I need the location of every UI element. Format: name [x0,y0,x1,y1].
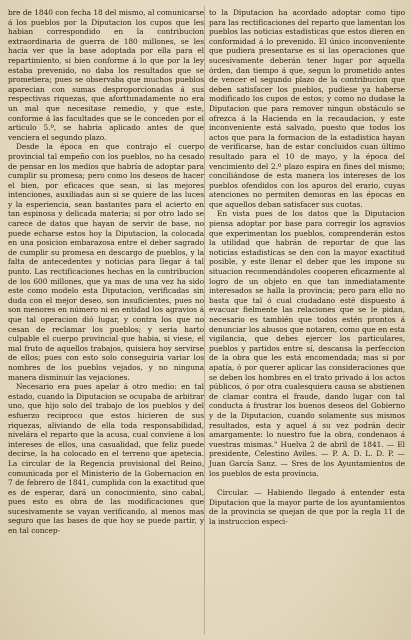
right-paragraph-2: En vista pues de los datos que la Diputacion piensa adoptar por base para corregir los agravios que experimentan los pueblos, comprenderán estos la utilidad que habrán de reportar de que las noticias estadisticas se den con la mayor exactitud posible, y este llenar el deber que les impone su situacion recomendándoles cooperen eficazmente al logro de un objeto en que tan inmediatamente interesados se halla la provincia; pero para ello no basta que tal ó cual ciudadano esté dispuesto á evacuar fielmente las relaciones que se le pidan, necesario es también que todos estén prontos á denunciar los abusos que notaren, como que en esta vigilancia, que debes ejercer los particulares, pueblos y partidos entre sí, descansa la perfeccion de la obra que les está encomendada; mas si por apatía, ó por querer aplicar las consideraciones que se deben los hombres en el trato privado á los actos públicos, ó por otra cualesquiera causa se abstienen de clamar contra el fraude, dando lugar con tal conducta á frustrar los buenos deseos del Gobierno y de la Diputacion, cuando solamente sus mismos resultados, esta y aquel á su vez podrán decir amargamente: lo nuestro fue la obra, condenaos á vuestras mismas." Huelva 2 de abril de 1841. — El presidente, Celestino Aviles. — P. A. D. L. D. P. — Juan García Sanz. — Sres de los Ayuntamientos de los pueblos de esta provincia. [209,209,405,478]
right-paragraph-1: to la Diputacion ha acordado adoptar como tipo para las rectificaciones del reparto que lamentan los pueblos las noticias estadisticas que estos dieren en conformidad á lo prevenido. El único inconveniente que pudiera presentarse es si las operaciones que sucesivamente deberán tener lugar por aquella órden, dan tiempo á que, segun lo prometido antes de vencer el segundo plazo de la contribucion que deben satisfacer los pueblos, pudiese ya haberse modificado los cupos de estos; y como no dudase la Diputacion que para remover ningun obstáculo se ofrezca á la Hacienda en la recaudacion, y este inconveniente está salvado, puesto que todos los actos que para la formacion de la estadistica hayan de verificarse, han de estar concluidos cuan último resultado para el 10 de mayo, y la época del vencimiento del 2.º plazo espira en fines del mismo; conciliándose de esta manera los intereses de los pueblos ofendidos con los apuros del erario, cuyas atenciones no permiten demoras en las épocas en que aquellos deban satisfacer sus cuotas. [209,8,405,209]
left-column [8,8,204,536]
left-paragraph-2: Desde la época en que contrajo el cuerpo provincial tal empeño con los pueblos, no ha cesado de pensar en los medios que habría de adoptar para cumplir su promesa; pero como los deseos de hacer el bien, por eficaces que sean, si las mejores intenciones, auxiliadas aun si se quiere de las luces y la esperiencia, sean bastantes para el acierto en tan espinosa y delicada materia; si por otro lado se carece de datos que hayan de servir de base, no puede echarse estos hoy la Diputacion, la colocada en una posicion embarazosa entre el deber sagrado de cumplir su promesa en descargo de pueblos, y la falta de antecedentes y noticias para llegar á tal punto. Las rectificaciones hechas en la contribucion de los 600 millones, que ya mas de una vez ha sido este como modelo esta Diputacion, verificadas sin duda con el mejor deseo, son insuficientes, pues no son menores en número ni en entidad los agravios á que tal operacion dió lugar, y contra los que no cesan de reclamar los pueblos; y seria harto culpable el cuerpo provincial que habia, si viese, el mal fruto de aquellos trabajos, quisiera hoy servirse de ellos; pues con esto solo conseguiria variar los nombres de los pueblos vejados, y no ninguna manera disminuir las vejaciones. [8,142,204,382]
right-paragraph-3: Circular. — Habiendo llegado á entender esta Diputacion que la mayor parte de los ayuntamientos de la provincia se quejan de que por la regla 11 de la instruccion especi- [209,488,405,526]
left-paragraph-1: bre de 1840 con fecha 18 del mismo, al comunicarse á los pueblos por la Diputacion los cupos que les habian correspondido en la contribucion extraordinaria de guerra de 180 millones, se les hacia ver que la base adoptada por ella para el repartimiento, si bien conforme á lo que por la ley estaba prevenido, no daba los resultados que se prometiera; pues se observaba que muchos pueblos aparecian con sumas desproporcionadas á sus respectivas riquezas, que aforttunadamente no era un mal que necesitase remedio, y que este, conforme á las facultades que se le conceden por el articulo 5.º, se habria aplicado antes de que venciera el segundo plazo. [8,8,204,142]
left-paragraph-3: Necesario era pues apelar á otro medio: en tal estado, cuando la Diputacion se ocupaba de arbitrar uno, que hijo solo del trabajo de los pueblos y del esfuerzo reciproco que estos hicieren de sus riquezas, aliviando de ella toda responsabilidad, nivelára el reparto que la acusa, cual conviene á los intereses de ellos, una casualidad, que feliz puede decirse, la ha colocado en el terreno que apetecia. La circular de la Regencia provisional del Reino, comunicada por el Ministerio de la Gobernacion en 7 de febrero de 1841, cumplida con la exactitud que es de esperar, dará un conocimiento, sino cabal, pues esto es obra de las modificaciones que sucesivamente se vayan verificando, al menos mas seguro que las bases de que hoy se puede partir, y en tal concep- [8,382,204,536]
column-divider [204,6,205,634]
paragraph-spacer [209,478,405,488]
right-column [209,8,405,526]
